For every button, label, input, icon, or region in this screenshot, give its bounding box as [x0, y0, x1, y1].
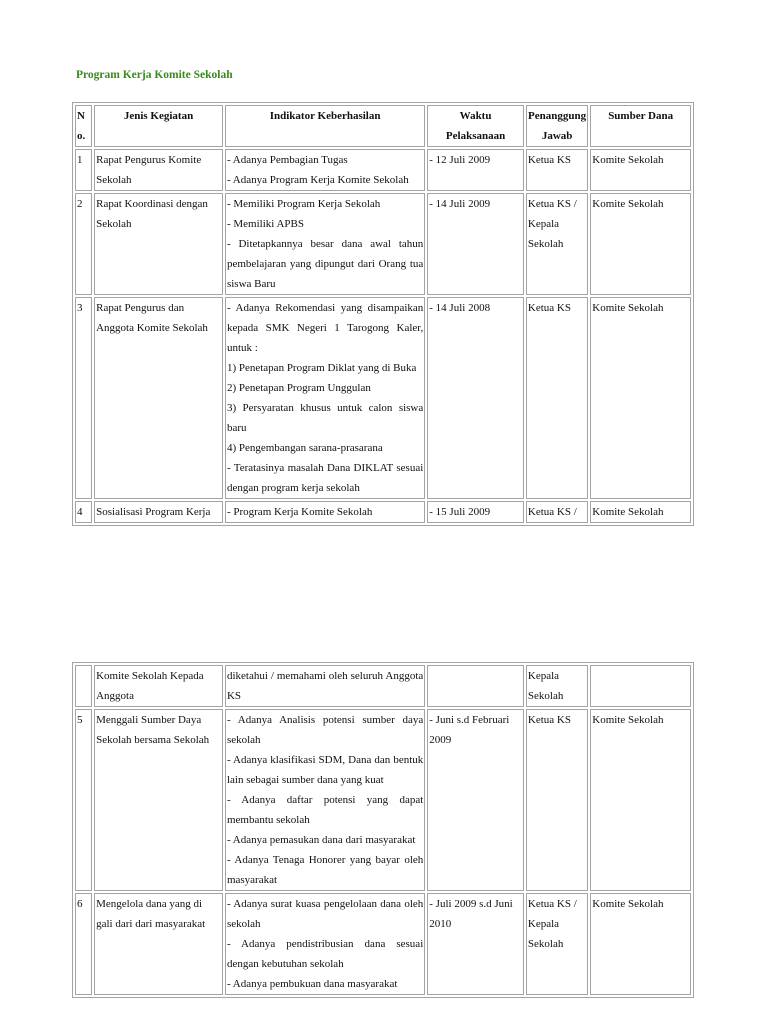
indikator-line: - Adanya klasifikasi SDM, Dana dan bentuk lain sebagai sumber dana yang kuat	[226, 754, 424, 786]
indikator-line: 4) Pengembangan sarana-prasarana	[226, 442, 383, 454]
indikator-line: - Teratasinya masalah Dana DIKLAT sesuai dengan program kerja sekolah	[226, 462, 424, 494]
indikator-line: - Adanya Rekomendasi yang disampaikan kepada SMK Negeri 1 Tarogong Kaler, untuk :	[226, 302, 424, 354]
cell-waktu-pelaksanaan: - 14 Juli 2008	[427, 297, 524, 499]
page-title: Program Kerja Komite Sekolah	[76, 69, 233, 81]
cell-jenis-kegiatan: Komite Sekolah Kepada Anggota	[94, 665, 223, 707]
cell-penanggung-jawab: Ketua KS	[526, 709, 588, 891]
program-table-page-1	[72, 102, 694, 526]
cell-jenis-kegiatan: Mengelola dana yang di gali dari dari masyarakat	[94, 893, 223, 995]
table-row	[75, 149, 691, 191]
cell-penanggung-jawab: Ketua KS / Kepala Sekolah	[526, 193, 588, 295]
header-sumber-dana: Sumber Dana	[590, 105, 691, 147]
table-row	[75, 893, 691, 995]
cell-sumber-dana: Komite Sekolah	[590, 297, 691, 499]
indikator-line: - Adanya Analisis potensi sumber daya sekolah	[226, 714, 424, 746]
cell-penanggung-jawab: Ketua KS / Kepala Sekolah	[526, 893, 588, 995]
indikator-line: - Adanya surat kuasa pengelolaan dana oleh sekolah	[226, 898, 424, 930]
cell-waktu-pelaksanaan: - 14 Juli 2009	[427, 193, 524, 295]
cell-waktu-pelaksanaan: - Juni s.d Februari 2009	[427, 709, 524, 891]
cell-indikator-keberhasilan	[225, 149, 425, 191]
cell-penanggung-jawab: Ketua KS /	[526, 501, 588, 523]
table-row	[75, 665, 691, 707]
cell-indikator-keberhasilan	[225, 193, 425, 295]
indikator-line: - Adanya Program Kerja Komite Sekolah	[226, 174, 409, 186]
cell-jenis-kegiatan: Rapat Pengurus Komite Sekolah	[94, 149, 223, 191]
cell-sumber-dana: Komite Sekolah	[590, 193, 691, 295]
indikator-line: - Adanya pendistribusian dana sesuai dengan kebutuhan sekolah	[226, 938, 424, 970]
cell-no: 6	[75, 893, 92, 995]
cell-penanggung-jawab: Kepala Sekolah	[526, 665, 588, 707]
indikator-line: - Memiliki APBS	[226, 218, 304, 230]
table-row	[75, 193, 691, 295]
header-no: No.	[75, 105, 92, 147]
cell-no: 5	[75, 709, 92, 891]
cell-no: 4	[75, 501, 92, 523]
cell-waktu-pelaksanaan: - 12 Juli 2009	[427, 149, 524, 191]
indikator-line: - Adanya pemasukan dana dari masyarakat	[226, 834, 416, 846]
indikator-line: - Adanya Pembagian Tugas	[226, 154, 348, 166]
indikator-line: diketahui / memahami oleh seluruh Anggota KS	[226, 670, 424, 702]
table-header-row	[75, 105, 691, 147]
header-penanggung-jawab: Penanggung Jawab	[526, 105, 588, 147]
table-row	[75, 709, 691, 891]
header-indikator-keberhasilan: Indikator Keberhasilan	[225, 105, 425, 147]
indikator-line: - Adanya daftar potensi yang dapat membantu sekolah	[226, 794, 424, 826]
indikator-line: - Adanya pembukuan dana masyarakat	[226, 978, 398, 990]
cell-waktu-pelaksanaan	[427, 665, 524, 707]
cell-indikator-keberhasilan	[225, 893, 425, 995]
cell-penanggung-jawab: Ketua KS	[526, 149, 588, 191]
cell-indikator-keberhasilan	[225, 665, 425, 707]
indikator-line: - Memiliki Program Kerja Sekolah	[226, 198, 381, 210]
indikator-line: - Ditetapkannya besar dana awal tahun pembelajaran yang dipungut dari Orang tua siswa Baru	[226, 238, 424, 290]
cell-sumber-dana: Komite Sekolah	[590, 501, 691, 523]
cell-sumber-dana: Komite Sekolah	[590, 709, 691, 891]
cell-waktu-pelaksanaan: - Juli 2009 s.d Juni 2010	[427, 893, 524, 995]
cell-sumber-dana: Komite Sekolah	[590, 893, 691, 995]
indikator-line: 3) Persyaratan khusus untuk calon siswa baru	[226, 402, 424, 434]
indikator-line: - Program Kerja Komite Sekolah	[226, 506, 373, 518]
header-jenis-kegiatan: Jenis Kegiatan	[94, 105, 223, 147]
cell-sumber-dana: Komite Sekolah	[590, 149, 691, 191]
cell-indikator-keberhasilan	[225, 297, 425, 499]
cell-no	[75, 665, 92, 707]
cell-jenis-kegiatan: Rapat Pengurus dan Anggota Komite Sekolah	[94, 297, 223, 499]
indikator-line: 2) Penetapan Program Unggulan	[226, 382, 371, 394]
program-table-page-2	[72, 662, 694, 998]
header-waktu-pelaksanaan: Waktu Pelaksanaan	[427, 105, 524, 147]
cell-jenis-kegiatan: Menggali Sumber Daya Sekolah bersama Sekolah	[94, 709, 223, 891]
cell-indikator-keberhasilan	[225, 501, 425, 523]
cell-jenis-kegiatan: Rapat Koordinasi dengan Sekolah	[94, 193, 223, 295]
table-row	[75, 297, 691, 499]
cell-waktu-pelaksanaan: - 15 Juli 2009	[427, 501, 524, 523]
table-row	[75, 501, 691, 523]
indikator-line: 1) Penetapan Program Diklat yang di Buka	[226, 362, 417, 374]
cell-no: 3	[75, 297, 92, 499]
cell-jenis-kegiatan: Sosialisasi Program Kerja	[94, 501, 223, 523]
cell-penanggung-jawab: Ketua KS	[526, 297, 588, 499]
indikator-line: - Adanya Tenaga Honorer yang bayar oleh masyarakat	[226, 854, 424, 886]
cell-indikator-keberhasilan	[225, 709, 425, 891]
cell-no: 1	[75, 149, 92, 191]
cell-no: 2	[75, 193, 92, 295]
cell-sumber-dana	[590, 665, 691, 707]
